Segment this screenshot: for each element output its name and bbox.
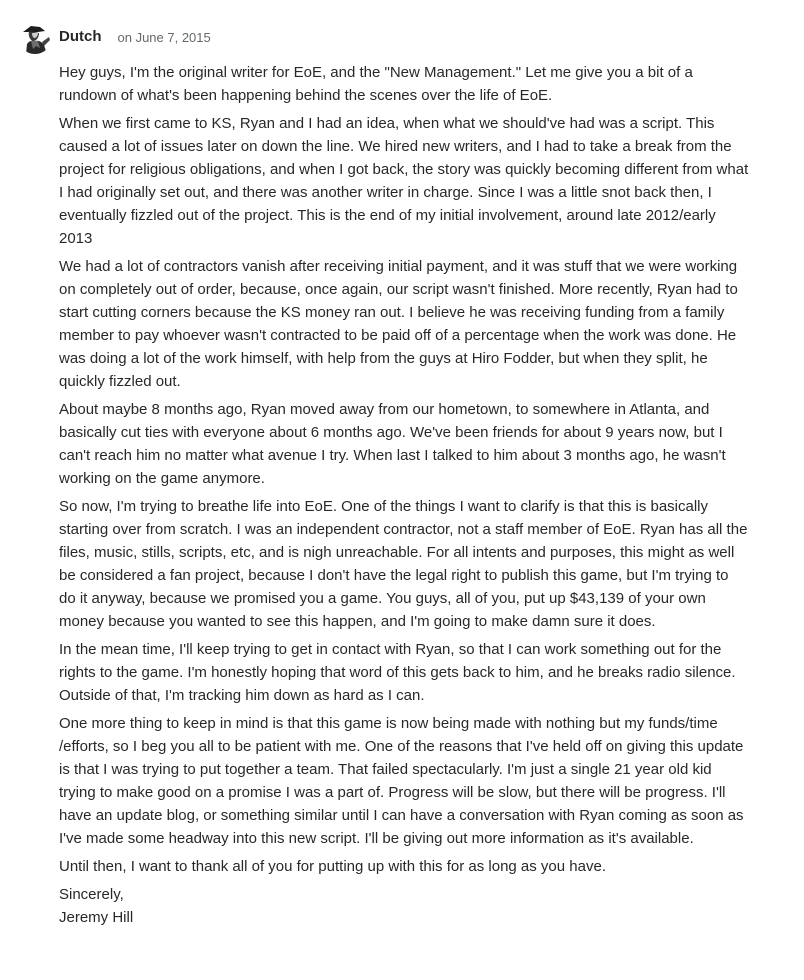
user-avatar-icon[interactable] xyxy=(18,20,52,54)
comment-header xyxy=(18,20,211,60)
comment-paragraph: We had a lot of contractors vanish after receiving initial payment, and it was stuff that we were working on completely out of order, because, once again, our script wasn't finished. More recently, Ryan had to start cutting corners because the KS money ran out. I believe he was receiving funding from a family member to pay whoever wasn't contracted to be paid off of a percentage when the work was done. He was doing a lot of the work himself, with help from the guys at Hiro Fodder, but when they split, he quickly fizzled out. xyxy=(59,258,738,390)
comment-paragraph: Until then, I want to thank all of you for putting up with this for as long as you have. xyxy=(59,858,606,875)
comment-date[interactable]: on June 7, 2015 xyxy=(117,30,211,45)
comment-body xyxy=(59,61,749,929)
comment-paragraph: In the mean time, I'll keep trying to get in contact with Ryan, so that I can work something out for the rights to the game. I'm honestly hoping that word of this gets back to him, and he breaks radio silence. Outside of that, I'm tracking him down as hard as I can. xyxy=(59,641,736,704)
comment-paragraph: When we first came to KS, Ryan and I had an idea, when what we should've had was a script. This caused a lot of issues later on down the line. We hired new writers, and I had to take a break from the project for religious obligations, and when I got back, the story was quickly becoming different from what I had originally set out, and there was another writer in charge. Since I was a little snot back then, I eventually fizzled out of the project. This is the end of my initial involvement, around late 2012/early 2013 xyxy=(59,115,749,247)
comment-paragraph: About maybe 8 months ago, Ryan moved away from our hometown, to somewhere in Atlanta, and basically cut ties with everyone about 6 months ago. We've been friends for about 9 years now, but I can't reach him no matter what avenue I try. When last I talked to him about 3 months ago, he wasn't working on the game anymore. xyxy=(59,401,726,487)
comment-paragraph: So now, I'm trying to breathe life into EoE. One of the things I want to clarify is that this is basically starting over from scratch. I was an independent contractor, not a staff member of EoE. Ryan has all the files, music, stills, scripts, etc, and is nigh unreachable. For all intents and purposes, this might as well be considered a fan project, because I don't have the legal right to publish this game, but I'm trying to do it anyway, because we promised you a game. You guys, all of you, put up $43,139 of your own money because you wanted to see this happen, and I'm going to make damn sure it does. xyxy=(59,498,748,630)
comment-paragraph: Hey guys, I'm the original writer for EoE, and the "New Management." Let me give you a bit of a rundown of what's been happening behind the scenes over the life of EoE. xyxy=(59,64,693,104)
comment-signoff-block xyxy=(59,883,749,929)
comment-signoff: Sincerely, xyxy=(59,886,124,903)
comment-paragraph: One more thing to keep in mind is that this game is now being made with nothing but my funds/time /efforts, so I beg you all to be patient with me. One of the reasons that I've held off on giving this update is that I was trying to put together a team. That failed spectacularly. I'm just a single 21 year old kid trying to make good on a promise I was a part of. Progress will be slow, but there will be progress. I'll have an update blog, or something similar until I can have a conversation with Ryan coming as soon as I've made some headway into this new script. I'll be giving out more information as it's available. xyxy=(59,715,744,847)
comment-signature: Jeremy Hill xyxy=(59,909,134,926)
comment-author[interactable]: Dutch xyxy=(59,28,102,45)
